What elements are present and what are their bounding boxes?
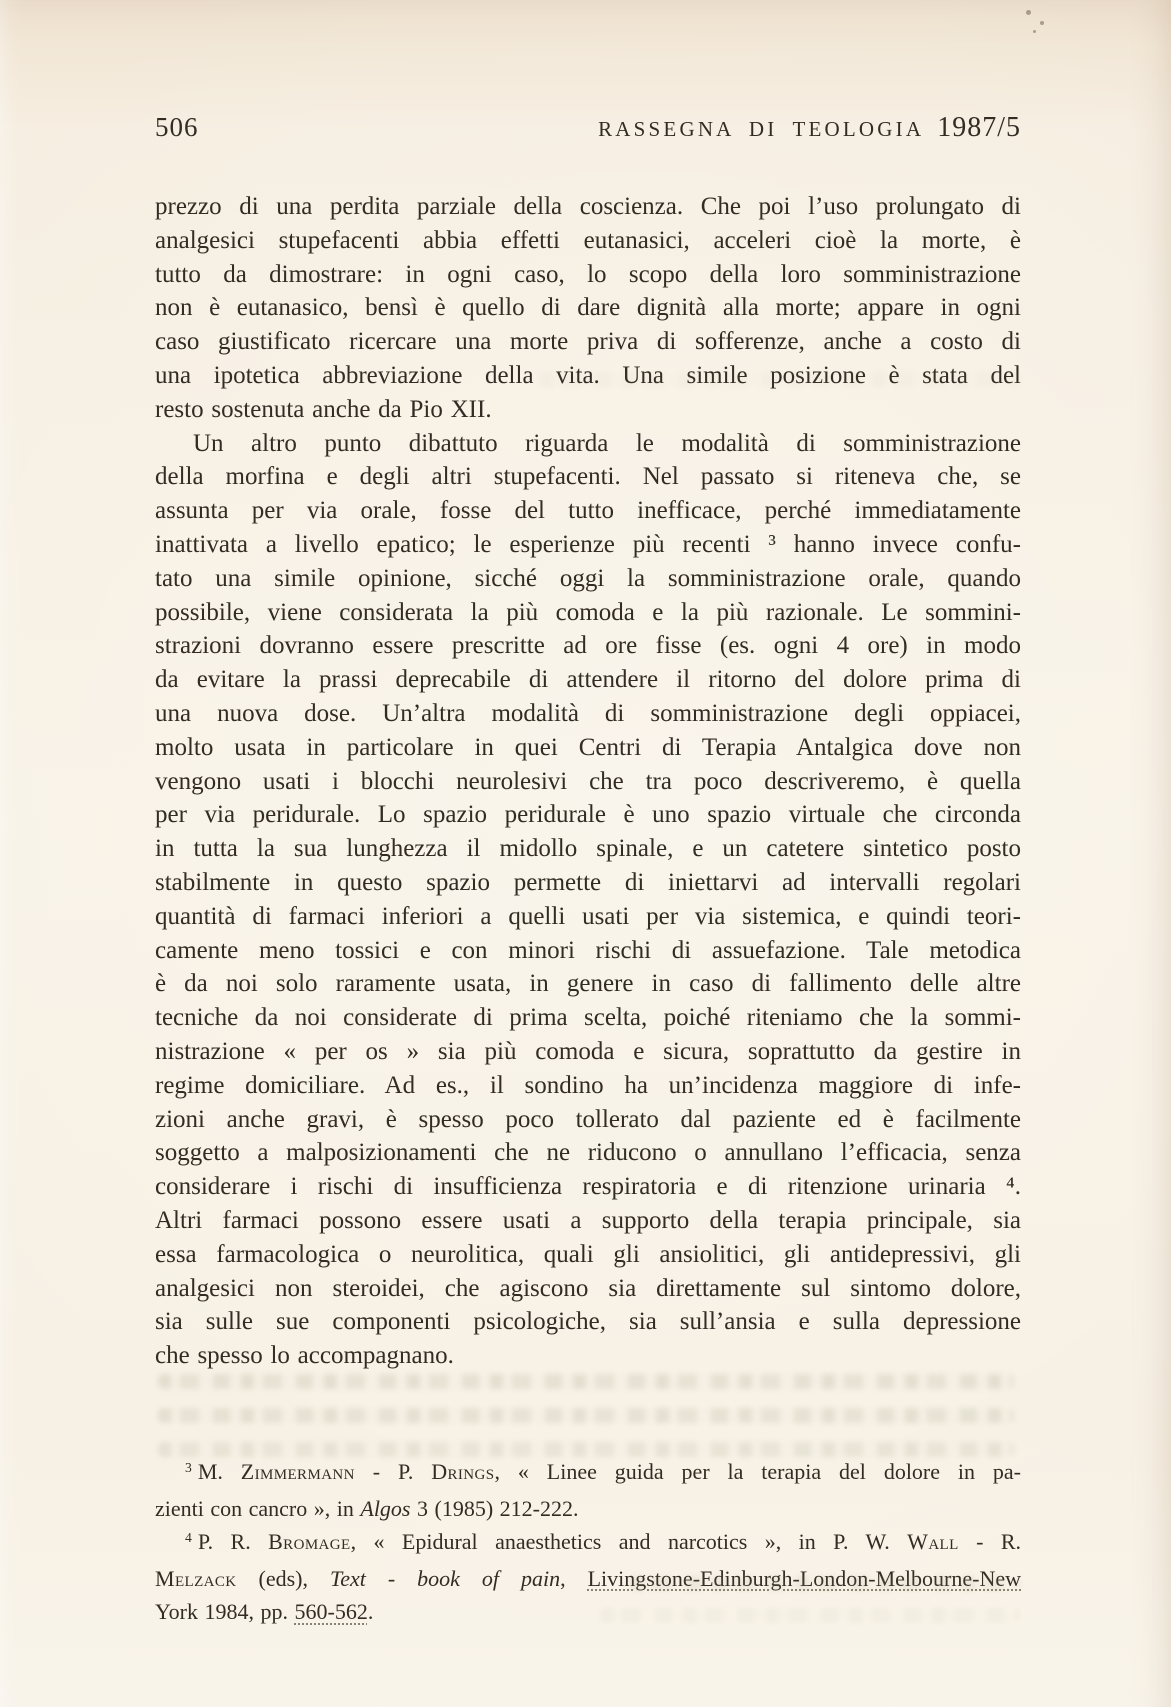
text-line: è da noi solo raramente usata, in genere in caso di fallimento delle altre (155, 970, 1021, 998)
ink-speck (1026, 10, 1031, 15)
text-line: inattivata a livello epatico; le esperienze più recenti ³ hanno invece confu- (155, 530, 1021, 558)
text-line: considerare i rischi di insufficienza respiratoria e di ritenzione urinaria ⁴. (155, 1173, 1021, 1201)
footnote-text: . (367, 1599, 374, 1624)
text-line: per via peridurale. Lo spazio peridurale è uno spazio virtuale che circonda (155, 801, 1021, 829)
footnote-text: (eds), (236, 1565, 330, 1591)
text-line: caso giustificato ricercare una morte priva di sofferenze, anche a costo di (155, 328, 1021, 356)
footnote-text: , (560, 1565, 588, 1591)
text-line: in tutta la sua lunghezza il midollo spinale, e un catetere sintetico posto (155, 835, 1021, 863)
showthrough-ghost (158, 1374, 1014, 1389)
text-line: della morfina e degli altri stupefacenti. Nel passato si riteneva che, se (155, 463, 1021, 491)
showthrough-ghost (630, 1576, 1020, 1591)
paragraph-continuation (155, 190, 1021, 427)
text-line: da evitare la prassi deprecabile di attendere il ritorno del dolore prima di (155, 666, 1021, 694)
footnote-text: zienti con cancro », in (155, 1495, 361, 1521)
text-line: prezzo di una perdita parziale della coscienza. Che poi l’uso prolungato di (155, 193, 1021, 220)
text-line: zioni anche gravi, è spesso poco tollerato dal paziente ed è facilmente (155, 1105, 1021, 1133)
author-name: Wall (907, 1529, 959, 1554)
text-line: regime domiciliare. Ad es., il sondino ha un’incidenza maggiore di infe- (155, 1071, 1021, 1099)
footnote-text: , « Epidural anaesthetics and narcotics », in P. W. (350, 1529, 908, 1554)
book-title-italic: Text - book of pain (329, 1565, 561, 1591)
text-line: tutto da dimostrare: in ogni caso, lo scopo della loro somministrazione (155, 260, 1021, 288)
text-line: vengono usati i blocchi neurolesivi che tra poco descriveremo, è quella (155, 767, 1021, 795)
text-line: sia sulle sue componenti psicologiche, sia sull’ansia e sulla depressione (155, 1308, 1021, 1336)
text-line: molto usata in particolare in quei Centri di Terapia Antalgica dove non (155, 733, 1021, 761)
footnote-3-line-1 (155, 1455, 1021, 1492)
footnote-4-marker: 4 (185, 1529, 192, 1545)
paragraph-somministrazione (155, 427, 1021, 1373)
text-line: tato una simile opinione, sicché oggi la somministrazione orale, quando (155, 564, 1021, 592)
footnote-text: M. (197, 1459, 241, 1484)
text-line: assunta per via orale, fosse del tutto inefficace, perché immediatamente (155, 497, 1021, 525)
footnote-text: , « Linee guida per la terapia del dolore in pa- (494, 1459, 1022, 1484)
text-line: essa farmacologica o neurolitica, quali gli ansiolitici, gli antidepressivi, gli (155, 1240, 1021, 1268)
footnotes-section (155, 1455, 1021, 1629)
author-name: Zimmermann (240, 1459, 355, 1484)
text-line: non è eutanasico, bensì è quello di dare dignità alla morte; appare in ogni (155, 294, 1021, 322)
text-line: Un altro punto dibattuto riguarda le modalità di somministrazione (193, 429, 1021, 457)
pencil-underlined-text: Livingstone-Edinburgh-London-Melbourne-New (587, 1565, 1021, 1591)
footnote-text: York 1984, pp. (155, 1599, 295, 1624)
text-line: quantità di farmaci inferiori a quelli usati per via sistemica, e quindi teori- (155, 902, 1021, 930)
text-line: tecniche da noi considerate di prima scelta, poiché riteniamo che la sommi- (155, 1004, 1021, 1032)
author-name: Melzack (155, 1565, 237, 1591)
journal-title: RASSEGNA DI TEOLOGIA (598, 117, 925, 141)
text-line: analgesici stupefacenti abbia effetti eutanasici, acceleri cioè la morte, è (155, 226, 1021, 254)
author-name: Bromage (268, 1529, 351, 1554)
footnote-4-line-1 (155, 1525, 1021, 1562)
text-line: resto sostenuta anche da Pio XII. (155, 395, 492, 423)
journal-issue: 1987/5 (937, 112, 1021, 143)
showthrough-ghost (158, 1408, 1014, 1423)
showthrough-ghost (158, 1442, 1014, 1457)
ink-speck (1040, 21, 1044, 25)
footnote-text: P. R. (197, 1529, 269, 1554)
footnote-text: - R. (958, 1529, 1022, 1554)
text-line: nistrazione « per os » sia più comoda e sicura, soprattutto da gestire in (155, 1037, 1021, 1065)
text-line: una nuova dose. Un’altra modalità di somministrazione degli oppiacei, (155, 699, 1021, 727)
ink-speck (1033, 30, 1036, 33)
running-head (155, 112, 1021, 144)
journal-title-italic: Algos (360, 1495, 411, 1521)
text-line: che spesso lo accompagnano. (155, 1342, 454, 1370)
footnote-text: 3 (1985) 212-222. (410, 1495, 579, 1521)
author-name: Drings (431, 1459, 495, 1484)
text-line: stabilmente in questo spazio permette di iniettarvi ad intervalli regolari (155, 868, 1021, 896)
showthrough-ghost (600, 1608, 1020, 1623)
footnote-3-marker: 3 (185, 1459, 192, 1475)
text-line: analgesici non steroidei, che agiscono sia direttamente sul sintomo dolore, (155, 1274, 1021, 1302)
journal-header (598, 112, 1021, 144)
body-text (155, 190, 1021, 1373)
text-line: possibile, viene considerata la più comoda e la più razionale. Le sommini- (155, 598, 1021, 626)
text-line: camente meno tossici e con minori rischi di assuefazione. Tale metodica (155, 936, 1021, 964)
text-line: soggetto a malposizionamenti che ne riducono o annullano l’efficacia, senza (155, 1139, 1021, 1167)
text-line: Altri farmaci possono essere usati a supporto della terapia principale, sia (155, 1206, 1021, 1234)
showthrough-ghost (540, 372, 1020, 387)
text-line: una ipotetica abbreviazione della vita. Una simile posizione è stata del (155, 361, 1021, 389)
footnote-3-line-2 (155, 1492, 1021, 1526)
pencil-underlined-text: 560-562 (294, 1599, 368, 1624)
text-line: strazioni dovranno essere prescritte ad ore fisse (es. ogni 4 ore) in modo (155, 632, 1021, 660)
page-number: 506 (155, 112, 199, 142)
footnote-text: - P. (354, 1459, 432, 1484)
